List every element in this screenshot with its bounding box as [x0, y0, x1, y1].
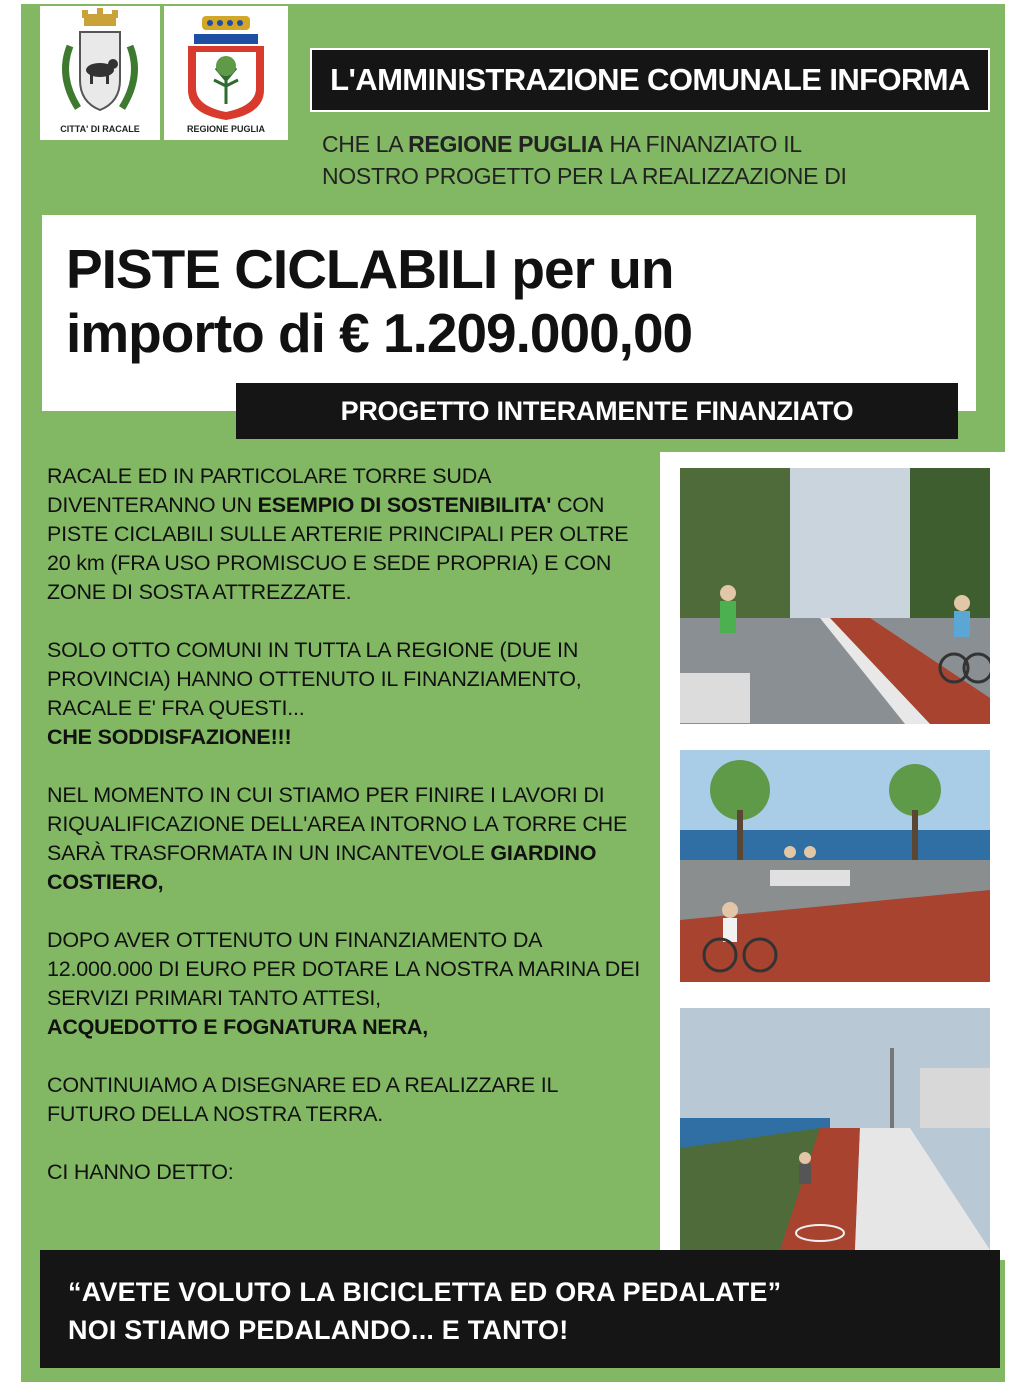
photo-seaside-bike-lane: [660, 992, 1010, 1260]
photo-street-bike-lane: [660, 452, 1010, 734]
quote-banner: [40, 1250, 1000, 1368]
paragraph-2-bold: CHE SODDISFAZIONE!!!: [47, 725, 292, 749]
paragraph-municipalities: [47, 636, 647, 752]
paragraph-3-bold: GIARDINO COSTIERO,: [47, 841, 597, 894]
funded-banner: PROGETTO INTERAMENTE FINANZIATO: [236, 383, 958, 439]
racale-logo: [40, 6, 160, 140]
paragraph-3-text: NEL MOMENTO IN CUI STIAMO PER FINIRE I LAVORI DI RIQUALIFICAZIONE DELL'AREA INTORNO LA TORRE CHE SARÀ TRASFORMATA IN UN INCANTEVOLE: [47, 783, 628, 865]
administration-banner: L'AMMINISTRAZIONE COMUNALE INFORMA: [310, 48, 990, 112]
puglia-coat-of-arms-icon: [164, 6, 288, 126]
racale-logo-caption: CITTA' DI RACALE: [60, 124, 140, 134]
puglia-logo: [164, 6, 288, 140]
paragraph-4-text: DOPO AVER OTTENUTO UN FINANZIAMENTO DA 12.000.000 DI EURO PER DOTARE LA NOSTRA MARINA DEI SERVIZI PRIMARI TANTO ATTESI,: [47, 928, 640, 1010]
paragraph-1-text-end: CON PISTE CICLABILI SULLE ARTERIE PRINCIPALI PER OLTRE 20 km (FRA USO PROMISCUO E SEDE PROPRIA) E CON ZONE DI SOSTA ATTREZZATE.: [47, 493, 629, 604]
intro-suffix: HA FINANZIATO IL: [603, 131, 802, 157]
paragraph-tower-garden: [47, 781, 647, 897]
intro-prefix: CHE LA: [322, 131, 409, 157]
racale-coat-of-arms-icon: [40, 6, 160, 126]
paragraph-they-said: CI HANNO DETTO:: [47, 1160, 234, 1184]
quote-line-2: NOI STIAMO PEDALANDO... E TANTO!: [68, 1315, 569, 1345]
title-line-1: PISTE CICLABILI per un: [66, 238, 674, 300]
coastal-garden-image: [680, 750, 990, 982]
street-bike-lane-image: [680, 468, 990, 724]
title-box: [42, 215, 976, 411]
body-text: [47, 462, 647, 1216]
paragraph-2-text: SOLO OTTO COMUNI IN TUTTA LA REGIONE (DUE IN PROVINCIA) HANNO OTTENUTO IL FINANZIAMENTO, RACALE E' FRA QUESTI...: [47, 638, 582, 720]
paragraph-sustainability: [47, 462, 647, 607]
seaside-bike-lane-image: [680, 1008, 990, 1250]
paragraph-future: CONTINUIAMO A DISEGNARE ED A REALIZZARE IL FUTURO DELLA NOSTRA TERRA.: [47, 1073, 558, 1126]
intro-region-name: REGIONE PUGLIA: [408, 131, 604, 157]
title-line-2: importo di € 1.209.000,00: [66, 302, 693, 364]
intro-text: [322, 128, 992, 192]
puglia-logo-caption: REGIONE PUGLIA: [186, 124, 265, 134]
paragraph-1-bold: ESEMPIO DI SOSTENIBILITA': [257, 493, 552, 517]
quote-line-1: “AVETE VOLUTO LA BICICLETTA ED ORA PEDALATE”: [68, 1277, 782, 1307]
intro-line-2: NOSTRO PROGETTO PER LA REALIZZAZIONE DI: [322, 163, 847, 189]
paragraph-1-text: RACALE ED IN PARTICOLARE TORRE SUDA DIVENTERANNO UN: [47, 464, 491, 517]
paragraph-funding: [47, 926, 647, 1042]
photo-coastal-garden: [660, 734, 1010, 992]
paragraph-4-bold: ACQUEDOTTO E FOGNATURA NERA,: [47, 1015, 429, 1039]
